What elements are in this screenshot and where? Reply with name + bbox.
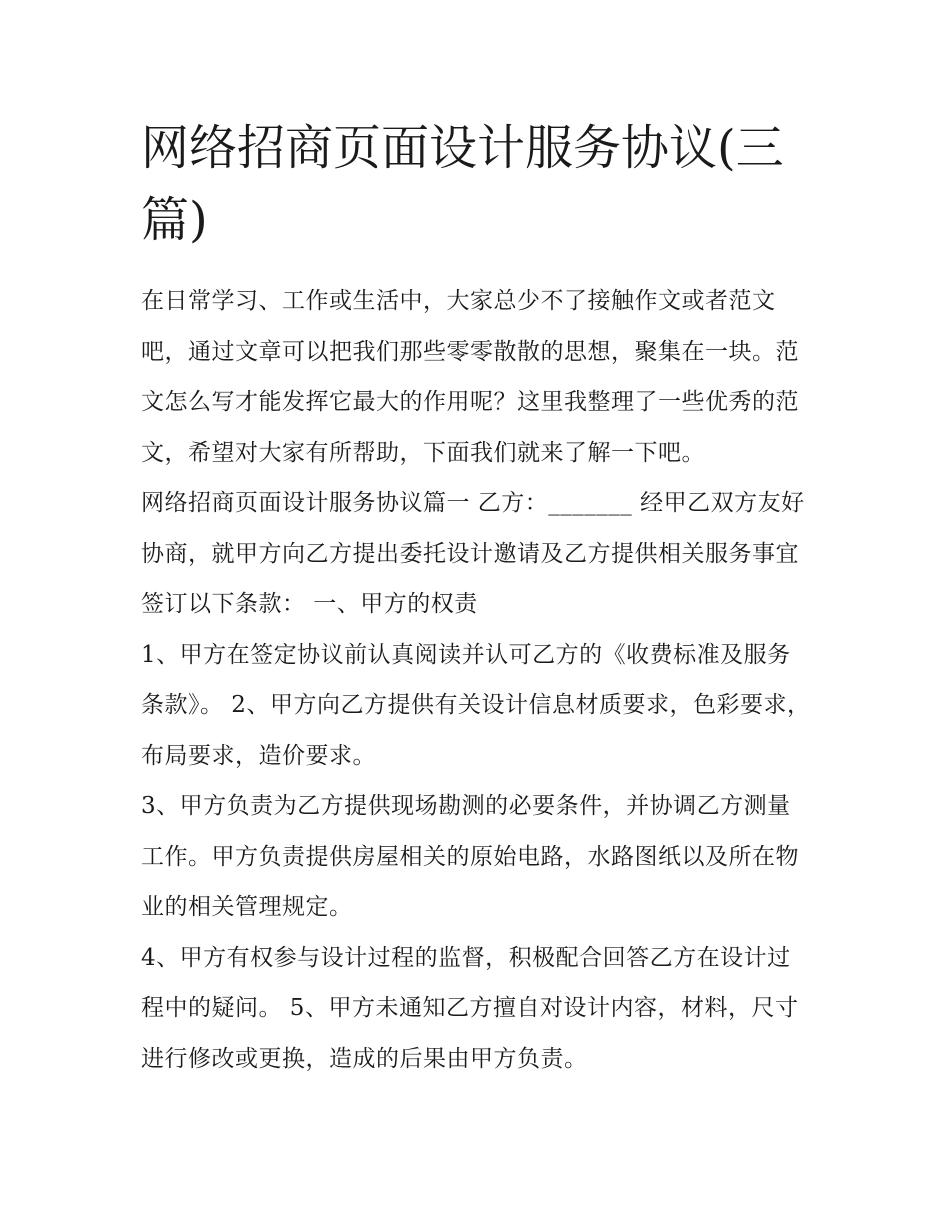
clause-paragraph-1: 1、甲方在签定协议前认真阅读并认可乙方的《收费标准及服务条款》。 2、甲方向乙方提供有关设计信息材质要求，色彩要求，布局要求，造价要求。 [141,641,811,769]
clause-paragraph-3: 3、甲方负责为乙方提供现场勘测的必要条件，并协调乙方测量工作。甲方负责提供房屋相关的原始电路，水路图纸以及所在物业的相关管理规定。 [141,793,799,920]
intro-paragraph: 在日常学习、工作或生活中，大家总少不了接触作文或者范文吧，通过文章可以把我们那些零零散散的思想，聚集在一块。范文怎么写才能发挥它最大的作用呢？这里我整理了一些优秀的范文，希望对大家有所帮助，下面我们就来了解一下吧。 [141,288,799,466]
clause-paragraph-4: 4、甲方有权参与设计过程的监督，积极配合回答乙方在设计过程中的疑问。 5、甲方未通知乙方擅自对设计内容，材料，尺寸进行修改或更换，造成的后果由甲方负责。 [141,944,799,1072]
agreement-intro-paragraph: 网络招商页面设计服务协议篇一 乙方：_______ 经甲乙双方友好协商，就甲方向乙方提出委托设计邀请及乙方提供相关服务事宜签订以下条款： 一、甲方的权责 [141,490,805,617]
document-title: 网络招商页面设计服务协议(三篇) [141,120,784,248]
document-content [141,112,813,1084]
